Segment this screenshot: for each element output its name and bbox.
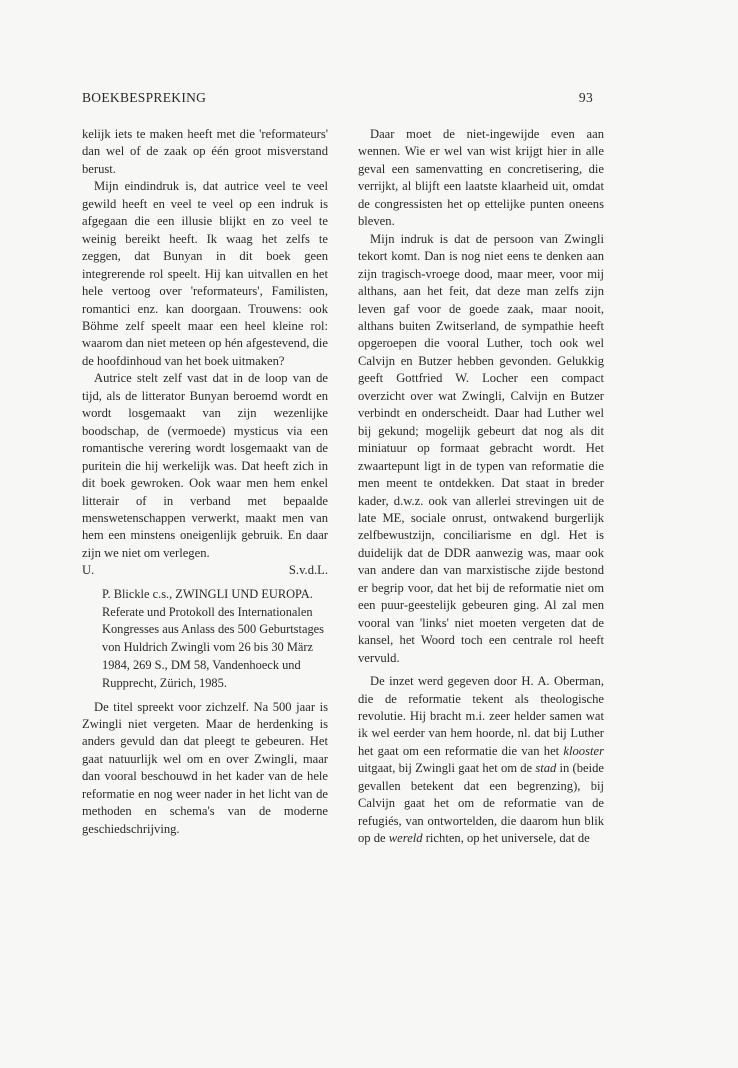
- text-run: richten, op het universele, dat de: [422, 831, 590, 846]
- signature-initial: U.: [82, 563, 95, 578]
- paragraph: Daar moet de niet-ingewijde even aan wennen. Wie er wel van wist krijgt hier in alle geval een samenvatting en concretisering, die verrijkt, al blijft een laatste klaarheid uit, omdat de congressisten het op ettelijke punten oneens bleven.: [358, 127, 604, 229]
- text-run: uitgaat, bij Zwingli gaat het om de: [358, 761, 536, 776]
- review-signature: [82, 562, 328, 579]
- left-column: [82, 126, 328, 838]
- paragraph: Mijn indruk is dat de persoon van Zwingli tekort komt. Dan is nog niet eens te denken aan zijn tragisch-vroege dood, maar meer, voor mij althans, aan het feit, dat deze man zelfs zijn leven gaf voor de goede zaak, maar nooit, althans buiten Zwitserland, de sympathie heeft opgeroepen die vooral Luther, toch ook wel Calvijn en Butzer hebben gevonden. Gelukkig geeft Gottfried W. Locher een compact overzicht over wat Zwingli, Calvijn en Butzer verbindt en onderscheidt. Daar had Luther wel bij gekund; mogelijk gebeurt dat nog als dit miniatuur op formaat gebracht wordt. Het zwaartepunt ligt in de typen van reformatie die men meent te ontdekken. Dat staat in breder kader, d.w.z. ook van allerlei strevingen uit de late ME, sociale onrust, ontwakend burgerlijk zelfbewustzijn, conciliarisme en dgl. Het is duidelijk dat de DDR aanwezig was, maar ook van andere dan van marxistische zijde bestond er begrip voor, dat het bij de reformatie niet om een puur-geestelijk gebeuren ging. Al zal men vooral van 'links' niet moeten vergeten dat de kansel, het Woord toch een centrale rol heeft vervuld.: [358, 231, 604, 665]
- right-column: [358, 126, 604, 848]
- emphasis: stad: [535, 761, 557, 776]
- book-reference: P. Blickle c.s., ZWINGLI UND EUROPA. Referate und Protokoll des Internationalen Kongresses aus Anlass des 500 Geburtstages von Huldrich Zwingli vom 26 bis 30 März 1984, 269 S., DM 58, Vandenhoeck und Rupprecht, Zürich, 1985.: [102, 586, 324, 690]
- text-run: in (beide gevallen betekent dat een begrenzing), bij Calvijn gaat het om de reformatie van de refugiés, van ontwortelden, die daarom hun blik op de: [358, 761, 604, 846]
- paragraph: Autrice stelt zelf vast dat in de loop van de tijd, als de litterator Bunyan beroemd wordt en wordt losgemaakt van zijn wezenlijke boodschap, de (vermoede) mysticus via een romantische verering wordt losgemaakt van de puritein die hij werkelijk was. Dat heeft zich in dit boek gewroken. Ook waar men hem enkel litterair of in verband met bepaalde menswetenschappen verwerkt, maakt men van hem een minstens oneigenlijk gebruik. En daar zijn we niet om verlegen.: [82, 371, 328, 560]
- paragraph: [358, 673, 604, 848]
- emphasis: wereld: [388, 831, 423, 846]
- running-header: [82, 90, 593, 108]
- emphasis: klooster: [563, 743, 604, 758]
- paragraph: Mijn eindindruk is, dat autrice veel te veel gewild heeft en veel te veel op een indruk is afgegaan die een illusie blijkt en zo veel te weinig bereikt heeft. Ik waag het zelfs te zeggen, dat Bunyan in dit boek geen integrerende rol speelt. Hij kan uitvallen en het hele vertoog over 'reformateurs', Familisten, romantici enz. kan doorgaan. Trouwens: ook Böhme zelf speelt maar een heel kleine rol: waarom dan niet meteen op hén afgestevend, die de hoofdinhoud van het boek uitmaken?: [82, 179, 328, 368]
- paragraph: De titel spreekt voor zichzelf. Na 500 jaar is Zwingli niet vergeten. Maar de herdenking is anders gevuld dan dat pleegt te gebeuren. Het gaat natuurlijk wel om en over Zwingli, maar dan vooral beschouwd in het kader van de hele reformatie en nog weer nader in het licht van de methoden en schema's van de moderne geschiedschrijving.: [82, 699, 328, 836]
- text-run: De inzet werd gegeven door H. A. Oberman, die de reformatie tekent als theologische revolutie. Hij bracht m.i. zeer helder samen wat ik wel eerder van hem hoorde, nl. dat bij Luther het gaat om een reformatie die van het: [358, 674, 604, 758]
- signature-author: S.v.d.L.: [288, 563, 328, 578]
- page-number: 93: [578, 90, 593, 105]
- paragraph: kelijk iets te maken heeft met die 'reformateurs' dan wel of de zaak op één groot misverstand berust.: [82, 127, 328, 176]
- section-title: BOEKBESPREKING: [82, 90, 207, 105]
